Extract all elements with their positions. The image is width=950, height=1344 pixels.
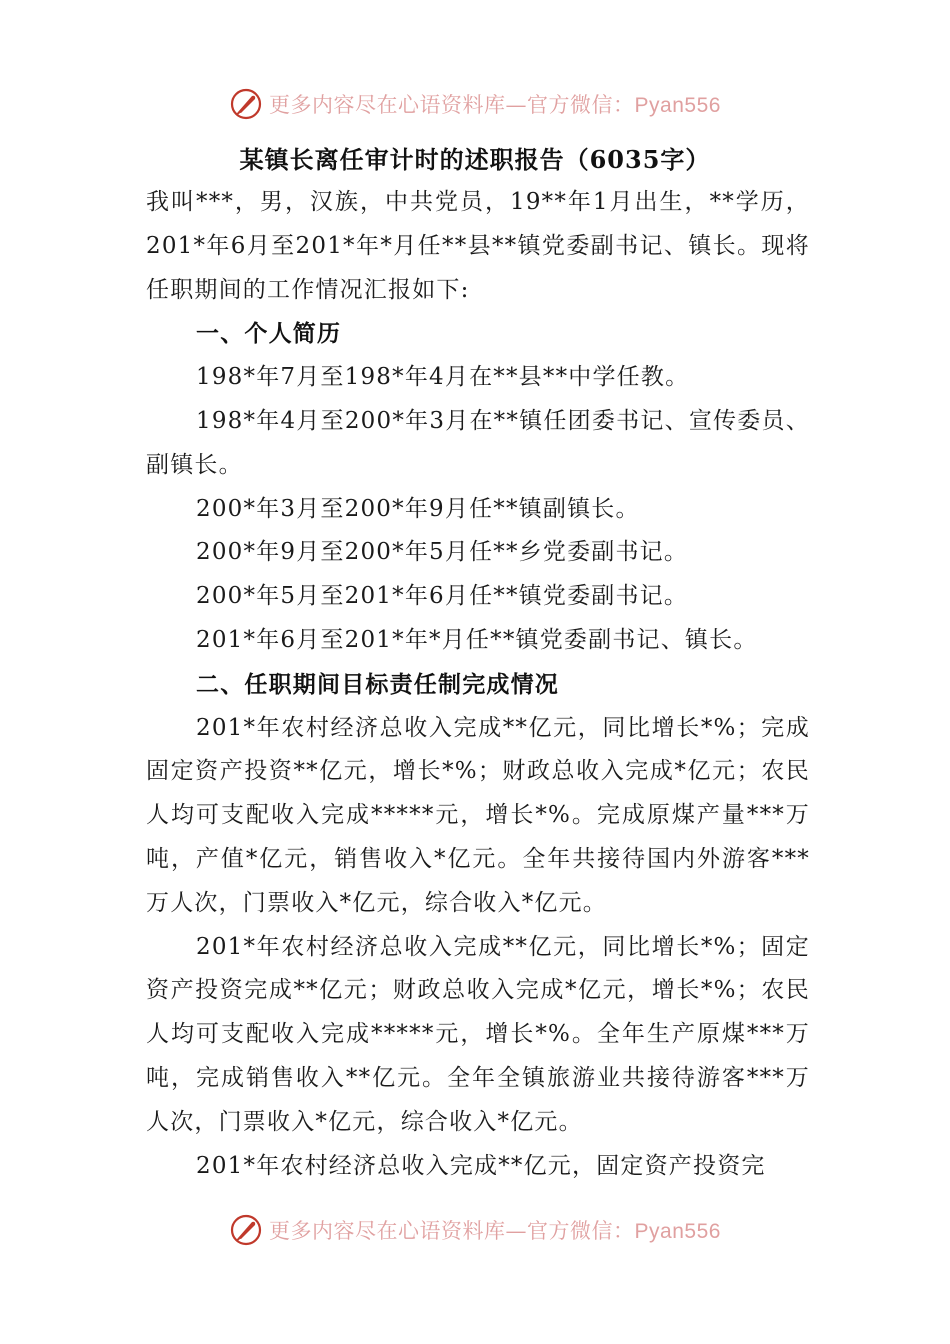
footer-watermark-banner — [0, 1210, 950, 1250]
section-heading: 二、任职期间目标责任制完成情况 — [196, 670, 559, 698]
body-paragraph: 200*年5月至201*年6月任**镇党委副书记。 — [196, 583, 689, 610]
body-paragraph: 我叫***，男，汉族，中共党员，19**年1月出生，**学历，201*年6月至201*年*月任**县**镇党委副书记、镇长。现将任职期间的工作情况汇报如下: — [146, 189, 810, 303]
feather-pen-logo-icon — [229, 87, 263, 121]
feather-pen-logo-icon — [229, 1213, 263, 1247]
document-title: 某镇长离任审计时的述职报告（6035字） — [239, 145, 711, 174]
body-paragraph: 201*年农村经济总收入完成**亿元，固定资产投资完 — [196, 1152, 766, 1179]
header-watermark-banner — [0, 84, 950, 124]
body-paragraph: 200*年3月至200*年9月任**镇副镇长。 — [196, 495, 640, 522]
body-paragraph: 200*年9月至200*年5月任**乡党委副书记。 — [196, 539, 689, 566]
watermark-text: 更多内容尽在心语资料库—官方微信：Pyan556 — [269, 1219, 721, 1243]
body-paragraph: 201*年农村经济总收入完成**亿元，同比增长*%；完成固定资产投资**亿元，增长*%；财政总收入完成*亿元；农民人均可支配收入完成*****元，增长*%。完成原煤产量***万吨，产值*亿元，销售收入*亿元。全年共接待国内外游客***万人次，门票收入*亿元，综合收入*亿元。 — [146, 714, 810, 916]
body-paragraph: 201*年农村经济总收入完成**亿元，同比增长*%；固定资产投资完成**亿元；财政总收入完成*亿元，增长*%；农民人均可支配收入完成*****元，增长*%。全年生产原煤***万吨，完成销售收入**亿元。全年全镇旅游业共接待游客***万人次，门票收入*亿元，综合收入*亿元。 — [146, 933, 810, 1135]
body-paragraph: 198*年7月至198*年4月在**县**中学任教。 — [196, 364, 690, 391]
watermark-text: 更多内容尽在心语资料库—官方微信：Pyan556 — [269, 93, 721, 117]
document-body — [146, 181, 810, 1188]
section-heading: 一、个人简历 — [196, 320, 342, 348]
body-paragraph: 201*年6月至201*年*月任**镇党委副书记、镇长。 — [196, 626, 758, 653]
body-paragraph: 198*年4月至200*年3月在**镇任团委书记、宣传委员、副镇长。 — [146, 407, 810, 478]
